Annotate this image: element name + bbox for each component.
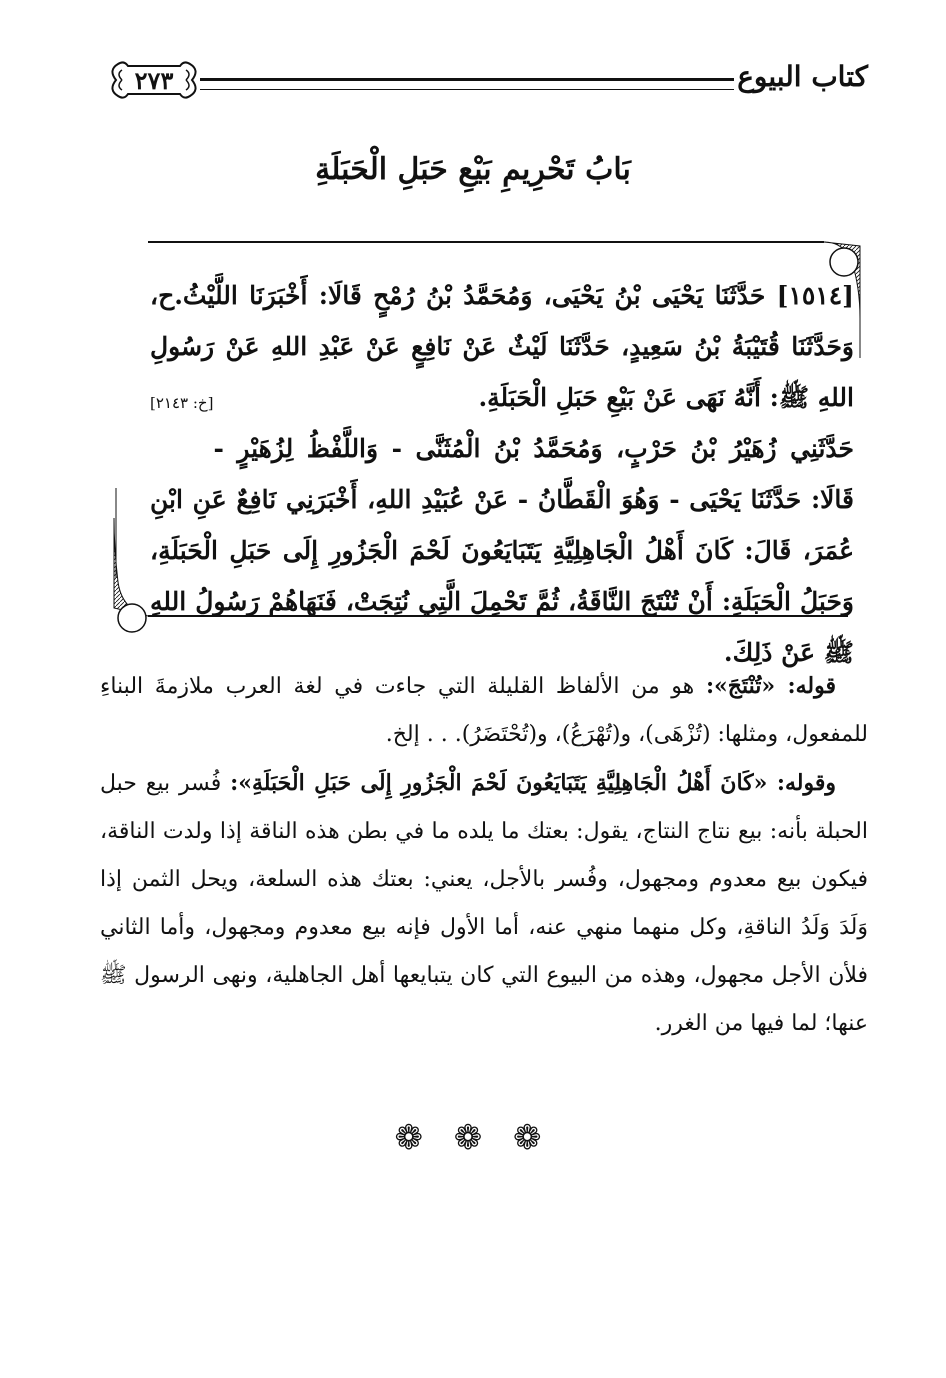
- running-header-title: كتاب البيوع: [737, 60, 868, 93]
- commentary-body: هو من الألفاظ القليلة التي جاءت في لغة العرب ملازمةَ البناءِ للمفعول، ومثلها: (تُزْهَى)، و(تُهْرَعُ)، و(تُحْتَضَرُ). . . إلخ.: [100, 674, 868, 747]
- bukhari-reference: [خ: ٢١٤٣]: [150, 394, 214, 412]
- commentary: [100, 662, 868, 1048]
- hadith-1514-text: [١٥١٤] حَدَّثَنَا يَحْيَى بْنُ يَحْيَى، وَمُحَمَّدُ بْنُ رُمْحٍ قَالَا: أَخْبَرَنَا اللَّيْثُ.ح، وَحَدَّثَنَا قُتَيْبَةُ بْنُ سَعِيدٍ، حَدَّثَنَا لَيْثٌ عَنْ نَافِعٍ عَنْ عَبْدِ اللهِ عَنْ رَسُولِ اللهِ ﷺ: أَنَّهُ نَهَى عَنْ بَيْعِ حَبَلِ الْحَبَلَةِ.: [150, 281, 854, 412]
- page-number-ornament: [106, 56, 202, 104]
- commentary-lead: وقوله: «كَانَ أَهْلُ الْجَاهِلِيَّةِ يَتَبَايَعُونَ لَحْمَ الْجَزُورِ إِلَى حَبَلِ الْحَبَلَةِ»:: [230, 770, 836, 796]
- section-separator: ❁ ❁ ❁: [394, 1118, 552, 1158]
- commentary-paragraph: [100, 662, 868, 759]
- hadith-text: [150, 270, 854, 678]
- commentary-body: فُسر بيع حبل الحبلة بأنه: بيع نتاج النتاج، يقول: بعتك ما يلده ما في بطن هذه الناقة إذا ولدت الناقة، فيكون بيع معدوم ومجهول، وفُسر بالأجل، يعني: بعتك هذه السلعة، ويحل الثمن إذا وَلَدَ وَلَدُ الناقةِ، وكل منهما منهي عنه، أما الأول فإنه بيع معدوم ومجهول، وأما الثاني فلأن الأجل مجهول، وهذه من البيوع التي كان يتبايعها أهل الجاهلية، ونهى الرسول ﷺ عنها؛ لما فيها من الغرر.: [100, 771, 868, 1036]
- chapter-title: بَابُ تَحْرِيمِ بَيْعِ حَبَلِ الْحَبَلَةِ: [315, 152, 631, 187]
- header-rule: [200, 78, 734, 90]
- commentary-lead: قوله: «تُنْتَجَ»:: [705, 673, 836, 699]
- page-number: ٢٧٣: [134, 66, 174, 95]
- hadith-1514: [150, 270, 854, 423]
- hadith-1514-second-chain: حَدَّثَنِي زُهَيْرُ بْنُ حَرْبٍ، وَمُحَمَّدُ بْنُ الْمُثَنَّى - وَاللَّفْظُ لِزُهَيْرٍ - قَالَا: حَدَّثَنَا يَحْيَى - وَهُوَ الْقَطَّانُ - عَنْ عُبَيْدِ اللهِ، أَخْبَرَنِي نَافِعٌ عَنِ ابْنِ عُمَرَ، قَالَ: كَانَ أَهْلُ الْجَاهِلِيَّةِ يَتَبَايَعُونَ لَحْمَ الْجَزُورِ إِلَى حَبَلِ الْحَبَلَةِ، وَحَبَلُ الْحَبَلَةِ: أَنْ تُنْتَجَ النَّاقَةُ، ثُمَّ تَحْمِلَ الَّتِي نُتِجَتْ، فَنَهَاهُمْ رَسُولُ اللهِ ﷺ عَنْ ذَلِكَ.: [150, 434, 854, 667]
- commentary-paragraph: [100, 759, 868, 1048]
